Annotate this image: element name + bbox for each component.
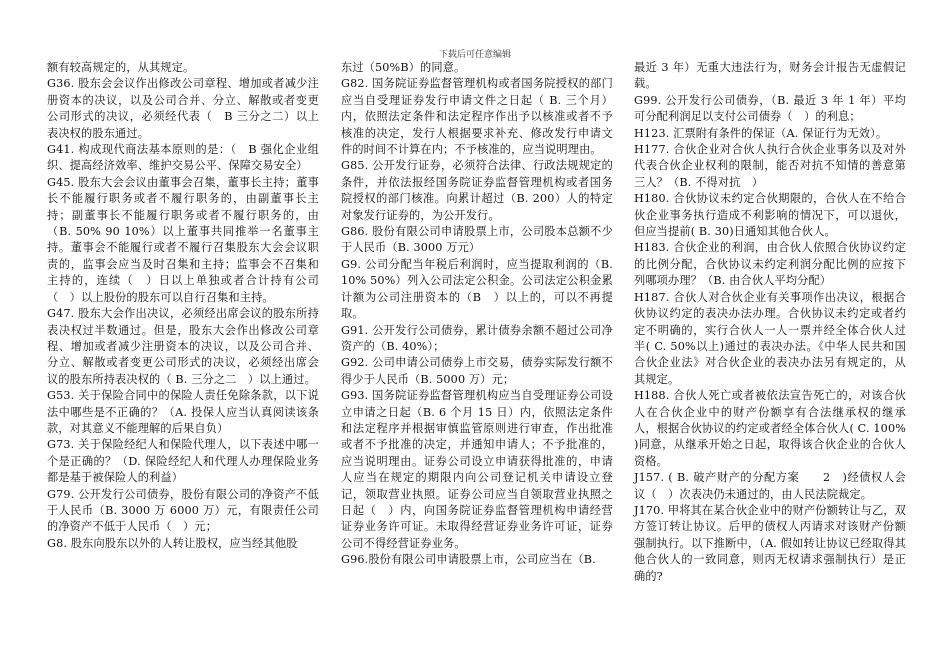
question-j170: J170. 甲将其在某合伙企业中的财产份额转让与乙，双方签订转让协议。后甲的债权人丙请求对该财产份额强制执行。以下推断中，（A. 假如转让协议已经取得其他合伙人的一致同意，则丙无权请求强制执行）是正确的? [634, 503, 906, 583]
question-g99: G99. 公开发行公司债券，（B. 最近 3 年 1 年）平均可分配利润足以支付公司债券（ ）的利息； [634, 93, 906, 124]
question-h183: H183. 合伙企业的利润，由合伙人依照合伙协议约定的比例分配，合伙协议未约定利润分配比例的应按下列哪项办理？（B. 由合伙人平均分配） [634, 241, 906, 288]
question-g79: G79. 公开发行公司债券，股份有限公司的净资产不低于人民币（B. 3000 万 6000 万）元，有限责任公司的净资产不低于人民币（ ）元； [47, 487, 319, 534]
text-column-right [634, 60, 906, 585]
question-h177: H177. 合伙企业对合伙人执行合伙企业事务以及对外代表合伙企业权利的限制，能否对抗不知情的善意第三人？（B. 不得对抗 ） [634, 143, 906, 189]
question-g86: G86. 股份有限公司申请股票上市，公司股本总额不少于人民币（B. 3000 万元） [341, 225, 613, 255]
question-g41: G41. 构成现代商法基本原则的是：（ B 强化企业组织、提高经济效率、维护交易公平、保障交易安全） [47, 143, 319, 173]
page-header: 下载后可任意编辑 [438, 50, 511, 60]
paragraph: 东过（50%B）的同意。 [341, 61, 466, 74]
text-column-middle [341, 60, 613, 569]
question-h123: H123. 汇票附有条件的保证（A. 保证行为无效）。 [634, 126, 888, 140]
question-h187: H187. 合伙人对合伙企业有关事项作出决议，根据合伙协议约定的表决办法办理。合伙协议未约定或者约定不明确的，实行合伙人一人一票并经全体合伙人过半( C. 50%以上)通过的表决办法。《中华人民共和国合伙企业法》对合伙企业的表决办法另有规定的，从其规定。 [634, 290, 906, 386]
question-g8: G8. 股东向股东以外的人转让股权，应当经其他股 [47, 536, 298, 550]
question-g45: G45. 股东大会会议由董事会召集，董事长主持；董事长不能履行职务或者不履行职务的，由副董事长主持；副董事长不能履行职务或者不履行职务的，由（B. 50% 90 10%）以上董事共同推举一名董事主持。董事会不能履行或者不履行召集股东大会会议职责的，监事会应当及时召集和主持；监事会不召集和主持的，连续（ ）日以上单独或者合计持有公司（ ）以上股份的股东可以自行召集和主持。 [47, 175, 319, 304]
question-g73: G73. 关于保险经纪人和保险代理人，以下表述中哪一个是正确的？（D. 保险经纪人和代理人办理保险业务都是基于被保险人的利益） [47, 438, 319, 485]
question-h180: H180. 合伙协议未约定合伙期限的，合伙人在不给合伙企业事务执行造成不利影响的情况下，可以退伙，但应当提前( B. 30)日通知其他合伙人。 [634, 192, 906, 239]
question-j157: J157. ( B. 破产财产的分配方案 2 )经债权人会议（ ）次表决仍未通过的，由人民法院裁定。 [634, 471, 906, 501]
question-g91: G91. 公开发行公司债券，累计债券余额不超过公司净资产的（B. 40%）； [341, 323, 613, 353]
question-g53: G53. 关于保险合同中的保险人责任免除条款，以下说法中哪些是不正确的？（A. 投保人应当认真阅读该条款，对其意义不能理解的后果自负） [47, 389, 319, 435]
question-g9: G9. 公司分配当年税后利润时，应当提取利润的（B. 10% 50%）列入公司法定公积金。公司法定公积金累计额为公司注册资本的（B ）以上的，可以不再提取。 [341, 257, 613, 321]
text-column-left [47, 60, 319, 552]
question-g92: G92. 公司申请公司债券上市交易，债券实际发行额不得少于人民币（B. 5000 万）元； [341, 356, 613, 386]
paragraph: 额有较高规定的，从其规定。 [47, 61, 195, 74]
paragraph: 最近 3 年）无重大违法行为，财务会计报告无虚假记载。 [634, 61, 906, 91]
question-g85: G85. 公开发行证券，必须符合法律、行政法规规定的条件，并依法报经国务院证券监督管理机构或者国务院授权的部门核准。向累计超过（B. 200）人的特定对象发行证券的，为公开发行。 [341, 159, 613, 222]
question-g82: G82. 国务院证券监督管理机构或者国务院授权的部门应当自受理证券发行申请文件之日起（ B. 三个月）内，依照法定条件和法定程序作出予以核准或者不予核准的决定，发行人根据要求补充、修改发行申请文件的时间不计算在内；不予核准的，应当说明理由。 [341, 77, 613, 157]
question-g96: G96.股份有限公司申请股票上市，公司应当在（B. [341, 553, 596, 567]
question-g36: G36. 股东会会议作出修改公司章程、增加或者减少注册资本的决议，以及公司合并、分立、解散或者变更公司形式的决议，必须经代表（ B 三分之二）以上表决权的股东通过。 [47, 77, 319, 140]
question-h188: H188. 合伙人死亡或者被依法宣告死亡的，对该合伙人在合伙企业中的财产份额享有合法继承权的继承人，根据合伙协议的约定或者经全体合伙人( C. 100% )同意，从继承开始之日起，取得该合伙企业的合伙人资格。 [634, 389, 906, 468]
question-g47: G47. 股东大会作出决议，必须经出席会议的股东所持表决权过半数通过。但是，股东大会作出修改公司章程、增加或者减少注册资本的决议，以及公司合并、分立、解散或者变更公司形式的决议，必须经出席会议的股东所持表决权的（ B. 三分之二 ）以上通过。 [47, 307, 319, 386]
question-g93: G93. 国务院证券监督管理机构应当自受理证券公司设立申请之日起（B. 6 个月 15 日）内，依照法定条件和法定程序并根据审慎监管原则进行审查，作出批准或者不予批准的决定，并通知申请人；不予批准的，应当说明理由。证券公司设立申请获得批准的，申请人应当在规定的期限内向公司登记机关申请设立登记，领取营业执照。证券公司应当自领取营业执照之日起（ ）内，向国务院证券监督管理机构申请经营证券业务许可证。未取得经营证券业务许可证，证券公司不得经营证券业务。 [341, 389, 613, 550]
